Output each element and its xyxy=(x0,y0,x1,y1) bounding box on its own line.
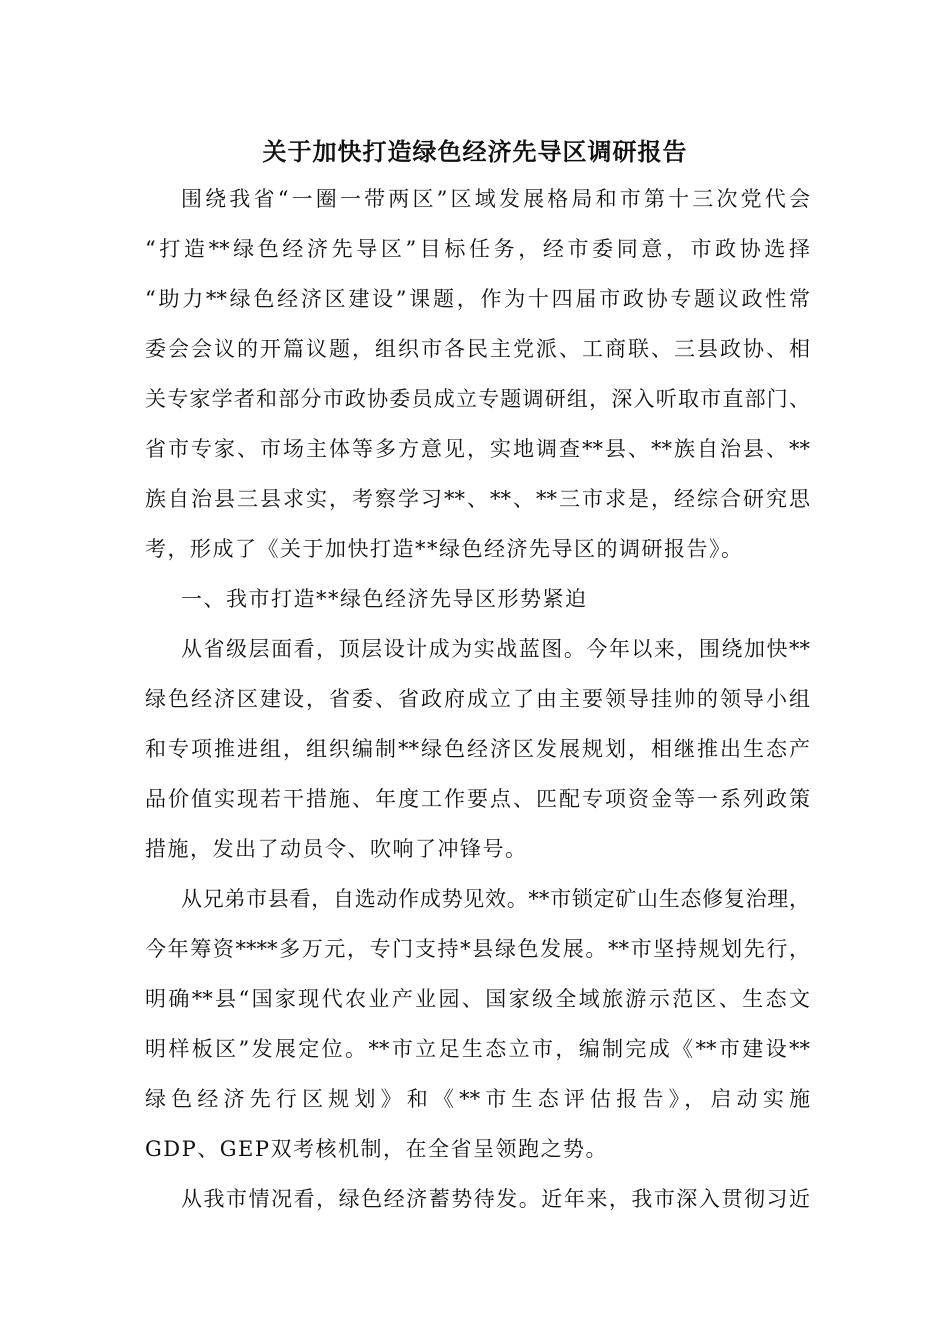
paragraph-line: 和专项推进组，组织编制**绿色经济区发展规划，相继推出生态产 xyxy=(145,737,810,761)
paragraph-line: GDP、GEP双考核机制，在全省呈领跑之势。 xyxy=(145,1137,608,1161)
paragraph-line: 从省级层面看，顶层设计成为实战蓝图。今年以来，围绕加快** xyxy=(181,637,810,661)
paragraph-line: 从我市情况看，绿色经济蓄势待发。近年来，我市深入贯彻习近 xyxy=(181,1187,810,1211)
paragraph-line: 措施，发出了动员令、吹响了冲锋号。 xyxy=(145,837,528,861)
paragraph-line: 关专家学者和部分市政协委员成立专题调研组，深入听取市直部门、 xyxy=(145,387,810,411)
paragraph-line: 今年筹资****多万元，专门支持*县绿色发展。**市坚持规划先行， xyxy=(145,937,810,961)
section-heading: 一、我市打造**绿色经济先导区形势紧迫 xyxy=(181,587,588,611)
paragraph-line: 省市专家、市场主体等多方意见，实地调查**县、**族自治县、** xyxy=(145,437,810,461)
paragraph-line: “打造**绿色经济先导区”目标任务，经市委同意，市政协选择 xyxy=(145,237,810,261)
paragraph-line: 从兄弟市县看，自选动作成势见效。**市锁定矿山生态修复治理， xyxy=(181,887,810,911)
paragraph-line: 围绕我省“一圈一带两区”区域发展格局和市第十三次党代会 xyxy=(181,187,810,211)
paragraph-line: “助力**绿色经济区建设”课题，作为十四届市政协专题议政性常 xyxy=(145,287,810,311)
paragraph-line: 委会会议的开篇议题，组织市各民主党派、工商联、三县政协、相 xyxy=(145,337,810,361)
paragraph-line: 考，形成了《关于加快打造**绿色经济先导区的调研报告》。 xyxy=(145,537,744,561)
document-title: 关于加快打造绿色经济先导区调研报告 xyxy=(262,137,688,166)
paragraph-line: 品价值实现若干措施、年度工作要点、匹配专项资金等一系列政策 xyxy=(145,787,810,811)
paragraph-line: 绿色经济区建设，省委、省政府成立了由主要领导挂帅的领导小组 xyxy=(145,687,810,711)
paragraph-line: 明样板区”发展定位。**市立足生态立市，编制完成《**市建设** xyxy=(145,1037,810,1061)
paragraph-line: 明确**县“国家现代农业产业园、国家级全域旅游示范区、生态文 xyxy=(145,987,810,1011)
paragraph-line: 绿色经济先行区规划》和《**市生态评估报告》，启动实施 xyxy=(145,1087,810,1111)
paragraph-line: 族自治县三县求实，考察学习**、**、**三市求是，经综合研究思 xyxy=(145,487,810,511)
